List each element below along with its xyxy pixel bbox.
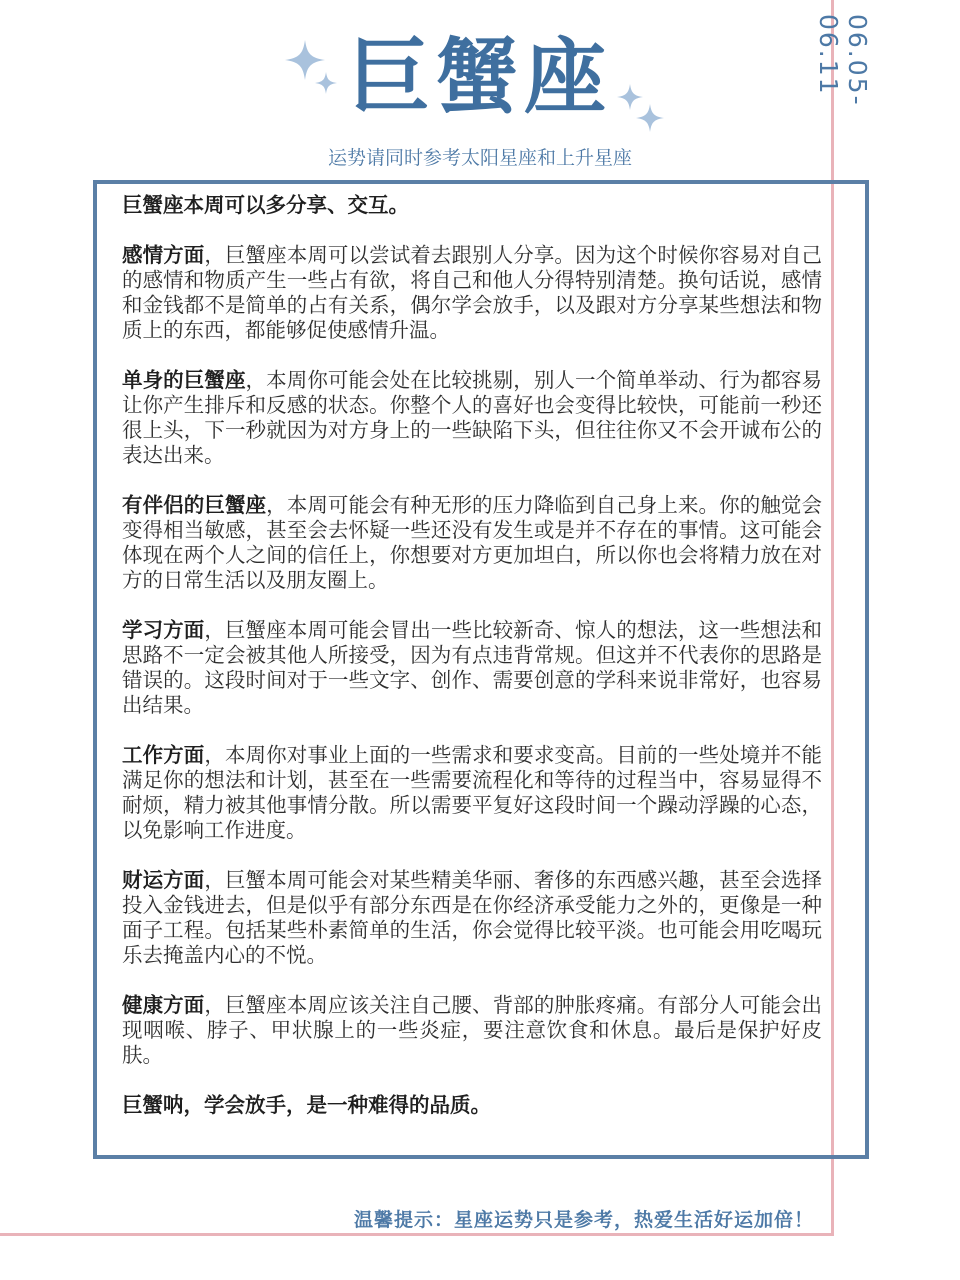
section-text: ，本周你对事业上面的一些需求和要求变高。目前的一些处境并不能满足你的想法和计划，甚至在一些需要流程化和等待的过程当中，容易显得不耐烦，精力被其他事情分散。所以需要平复好这段时间一个躁动浮躁的心态，以免影响工作进度。 (122, 743, 823, 842)
section-text: ，巨蟹座本周可能会冒出一些比较新奇、惊人的想法，这一些想法和思路不一定会被其他人所接受，因为有点违背常规。但这并不代表你的思路是错误的。这段时间对于一些文字、创作、需要创意的学科来说非常好，也容易出结果。 (122, 618, 823, 717)
section-heading: 有伴侣的巨蟹座 (122, 493, 267, 517)
section-single (122, 368, 822, 468)
section-heading: 工作方面 (122, 743, 205, 767)
section-heading: 感情方面 (122, 243, 205, 267)
section-love (122, 243, 822, 343)
page-title: 巨蟹座 (347, 30, 612, 125)
horoscope-content (122, 193, 822, 1143)
outro-text: 巨蟹呐，学会放手，是一种难得的品质。 (122, 1093, 491, 1117)
section-heading: 财运方面 (122, 868, 205, 892)
section-study (122, 618, 822, 718)
section-text: ，本周你可能会处在比较挑剔，别人一个简单举动、行为都容易让你产生排斥和反感的状态。你整个人的喜好也会变得比较快，可能前一秒还很上头，下一秒就因为对方身上的一些缺陷下头，但往往你又不会开诚布公的表达出来。 (122, 368, 822, 467)
section-text: ，本周可能会有种无形的压力降临到自己身上来。你的触觉会变得相当敏感，甚至会去怀疑一些还没有发生或是并不存在的事情。这可能会体现在两个人之间的信任上，你想要对方更加坦白，所以你也会将精力放在对方的日常生活以及朋友圈上。 (122, 493, 823, 592)
section-health (122, 993, 822, 1068)
section-partnered (122, 493, 822, 593)
section-wealth (122, 868, 822, 968)
section-text: ，巨蟹座本周应该关注自己腰、背部的肿胀疼痛。有部分人可能会出现咽喉、脖子、甲状腺上的一些炎症，要注意饮食和休息。最后是保护好皮肤。 (122, 993, 823, 1067)
section-text: ，巨蟹本周可能会对某些精美华丽、奢侈的东西感兴趣，甚至会选择投入金钱进去，但是似乎有部分东西是在你经济承受能力之外的，更像是一种面子工程。包括某些朴素简单的生活，你会觉得比较平淡。也可能会用吃喝玩乐去掩盖内心的不悦。 (122, 868, 823, 967)
pink-horizontal-line (0, 1233, 834, 1236)
footer-tip: 温馨提示：星座运势只是参考，热爱生活好运加倍！ (353, 1209, 814, 1231)
section-text: ，巨蟹座本周可以尝试着去跟别人分享。因为这个时候你容易对自己的感情和物质产生一些占有欲，将自己和他人分得特别清楚。换句话说，感情和金钱都不是简单的占有关系，偶尔学会放手，以及跟对方分享某些想法和物质上的东西，都能够促使感情升温。 (122, 243, 823, 342)
subtitle: 运势请同时参考太阳星座和上升星座 (327, 147, 632, 169)
section-heading: 学习方面 (122, 618, 205, 642)
section-heading: 单身的巨蟹座 (122, 368, 246, 392)
date-range: 06.05-06.11 (814, 14, 872, 107)
section-work (122, 743, 822, 843)
intro-text: 巨蟹座本周可以多分享、交互。 (122, 193, 409, 217)
section-heading: 健康方面 (122, 993, 205, 1017)
